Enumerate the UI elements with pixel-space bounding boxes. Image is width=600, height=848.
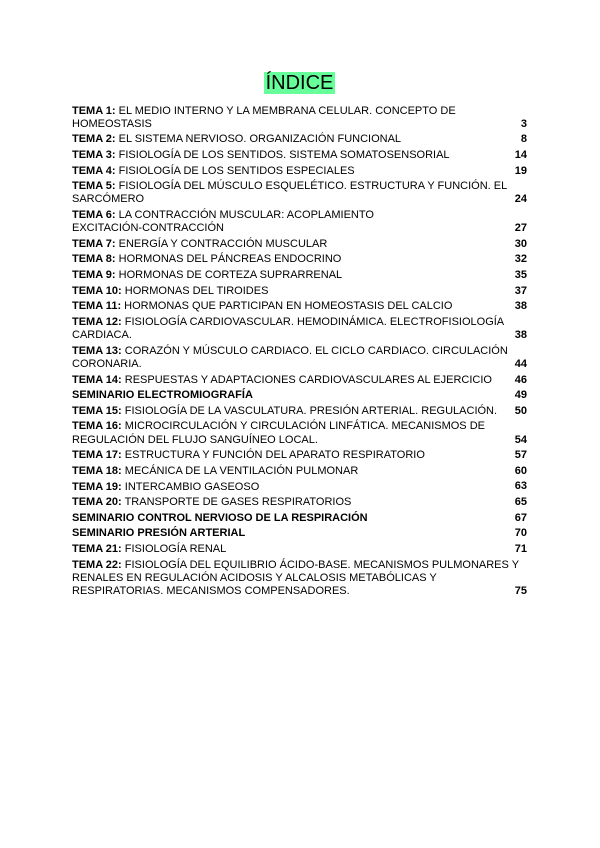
toc-entry-line [72,238,527,251]
toc-entry-label: TEMA 14: [72,373,122,386]
toc-entry-title: CORONARIA. [72,357,142,370]
toc-entry-line [72,105,527,118]
toc-entry-line [72,543,527,556]
toc-page-number: 49 [514,389,527,402]
toc-page-number: 71 [514,542,527,555]
toc-page-number: 37 [514,284,527,297]
toc-entry-line [72,165,527,178]
toc-entry-label: TEMA 22: [72,558,122,571]
toc-entry [72,316,527,342]
toc-entry-label: TEMA 12: [72,315,122,328]
toc-entry-line [72,316,527,329]
toc-entry-title: REGULACIÓN DEL FLUJO SANGUÍNEO LOCAL. [72,433,318,446]
toc-entry-label: SEMINARIO ELECTROMIOGRAFÍA [72,389,253,402]
toc-entry-title: LA CONTRACCIÓN MUSCULAR: ACOPLAMIENTO [118,209,374,221]
toc-entry-line [72,222,527,235]
toc-page-number: 60 [514,464,527,477]
toc-entry [72,374,527,387]
toc-page-number: 8 [520,133,527,146]
toc-entry-line [72,300,527,313]
toc-entry-title: FISIOLOGÍA DEL MÚSCULO ESQUELÉTICO. ESTRUCTURA Y FUNCIÓN. EL [118,180,508,193]
toc-entry-label: TEMA 16: [72,420,122,433]
toc-entry-line [72,253,527,266]
toc-entry-line [72,420,527,433]
toc-page-number: 38 [514,300,527,313]
toc-page-number: 30 [514,237,527,250]
toc-entry-title: INTERCAMBIO GASEOSO [124,480,260,493]
toc-entry-line [72,559,527,572]
toc-page-number: 19 [514,164,527,177]
title-block [72,71,527,95]
toc-entry-label: TEMA 6: [72,209,116,221]
toc-page-number: 24 [514,193,527,206]
toc-entry [72,559,527,599]
toc-entry-label: TEMA 4: [72,164,116,177]
toc-entry-line [72,527,527,540]
toc-page-number: 32 [514,253,527,266]
toc-entry-line [72,193,527,206]
toc-entry-title: TRANSPORTE DE GASES RESPIRATORIOS [124,496,352,509]
toc-entry-line [72,133,527,146]
toc-entry-title: CORAZÓN Y MÚSCULO CARDIACO. EL CICLO CARDIACO. CIRCULACIÓN [124,344,508,357]
toc-page-number: 54 [514,433,527,446]
toc-entry-label: TEMA 2: [72,133,116,146]
toc-entry-line [72,118,527,131]
toc-entry-label: TEMA 15: [72,404,122,417]
toc-page-number: 44 [514,357,527,370]
toc-entry-title: MICROCIRCULACIÓN Y CIRCULACIÓN LINFÁTICA. MECANISMOS DE [124,420,485,433]
toc-entry-label: TEMA 19: [72,480,122,493]
toc-entry-line [72,481,527,494]
toc-entry-line [72,358,527,371]
toc-entry-line [72,496,527,509]
toc-entry-title: HOMEOSTASIS [72,117,152,130]
toc-entry-label: TEMA 7: [72,237,116,250]
toc-page-number: 46 [514,373,527,386]
toc-entry-title: FISIOLOGÍA DE LOS SENTIDOS. SISTEMA SOMATOSENSORIAL [118,148,450,161]
toc-entry-title: FISIOLOGÍA DE LOS SENTIDOS ESPECIALES [118,164,355,177]
toc-entry-label: SEMINARIO CONTROL NERVIOSO DE LA RESPIRACIÓN [72,511,368,524]
toc-page-number: 35 [514,269,527,282]
toc-entry-title: CARDIACA. [72,329,132,342]
toc-entry [72,253,527,266]
toc-entry [72,543,527,556]
toc-entry-line [72,374,527,387]
toc-page-number: 50 [514,404,527,417]
toc-entry-title: RESPIRATORIAS. MECANISMOS COMPENSADORES. [72,585,350,597]
toc-entry-line [72,269,527,282]
toc-seminar-entry [72,512,527,525]
toc-entry [72,105,527,131]
toc-entry-title: FISIOLOGÍA CARDIOVASCULAR. HEMODINÁMICA. ELECTROFISIOLOGÍA [124,315,505,328]
toc-entry-title: HORMONAS DEL TIROIDES [124,284,269,297]
toc-page-number: 63 [514,480,527,493]
toc-entry [72,496,527,509]
toc-entry-label: TEMA 3: [72,148,116,161]
toc-entry [72,285,527,298]
toc-entry [72,345,527,371]
toc-entry [72,238,527,251]
toc-page-number: 14 [514,148,527,161]
toc-entry-label: TEMA 18: [72,464,122,477]
toc-entry-label: TEMA 11: [72,300,122,313]
toc-entry [72,465,527,478]
toc-entry-label: TEMA 13: [72,344,122,357]
toc-entry-title: ESTRUCTURA Y FUNCIÓN DEL APARATO RESPIRATORIO [124,449,425,462]
toc-page-number: 38 [514,329,527,342]
toc-entry [72,165,527,178]
toc-page-number: 67 [514,511,527,524]
toc-entry-line [72,585,527,598]
toc-entry-line [72,209,527,222]
toc-entry-title: HORMONAS DEL PÁNCREAS ENDOCRINO [118,253,342,266]
toc-entry-label: TEMA 21: [72,543,122,555]
toc-entry-line [72,512,527,525]
toc-list [72,105,527,601]
toc-seminar-entry [72,389,527,402]
toc-entry-label: TEMA 20: [72,496,122,509]
toc-entry-title: FISIOLOGÍA RENAL [124,543,227,555]
toc-entry-title: EXCITACIÓN-CONTRACCIÓN [72,222,224,235]
toc-entry-title: RESPUESTAS Y ADAPTACIONES CARDIOVASCULARES AL EJERCICIO [124,373,492,386]
toc-entry-line [72,180,527,193]
toc-entry-line [72,449,527,462]
toc-entry [72,269,527,282]
toc-page-number: 3 [520,117,527,130]
toc-entry-line [72,572,527,585]
toc-entry-line [72,285,527,298]
toc-entry-line [72,389,527,402]
toc-entry-title: SARCÓMERO [72,193,145,206]
toc-entry-title: HORMONAS DE CORTEZA SUPRARRENAL [118,269,343,282]
toc-entry-title: ENERGÍA Y CONTRACCIÓN MUSCULAR [118,237,328,250]
toc-entry-line [72,405,527,418]
toc-entry-line [72,345,527,358]
toc-page-number: 57 [514,449,527,462]
toc-entry [72,420,527,446]
toc-entry-line [72,329,527,342]
toc-entry [72,209,527,235]
toc-entry-line [72,149,527,162]
toc-entry [72,149,527,162]
toc-page-number: 27 [514,222,527,235]
toc-entry [72,449,527,462]
toc-entry [72,481,527,494]
toc-entry [72,133,527,146]
toc-entry [72,405,527,418]
toc-page-number: 70 [514,527,527,540]
toc-entry-label: TEMA 1: [72,104,116,117]
toc-entry-title: EL MEDIO INTERNO Y LA MEMBRANA CELULAR. CONCEPTO DE [118,104,456,117]
page-title: ÍNDICE [265,72,334,94]
toc-page-number: 75 [514,584,527,597]
toc-entry-label: TEMA 10: [72,284,122,297]
toc-entry [72,300,527,313]
toc-entry-title: RENALES EN REGULACIÓN ACIDOSIS Y ALCALOSIS METABÓLICAS Y [72,571,437,584]
toc-entry-title: FISIOLOGÍA DEL EQUILIBRIO ÁCIDO-BASE. MECANISMOS PULMONARES Y [124,558,520,571]
toc-entry-label: TEMA 17: [72,449,122,462]
toc-entry-label: TEMA 5: [72,180,116,193]
toc-page-number: 65 [514,496,527,509]
toc-entry-line [72,465,527,478]
toc-entry-title: MECÁNICA DE LA VENTILACIÓN PULMONAR [124,464,359,477]
toc-entry-label: TEMA 9: [72,269,116,282]
toc-seminar-entry [72,527,527,540]
toc-entry-title: HORMONAS QUE PARTICIPAN EN HOMEOSTASIS DEL CALCIO [124,300,453,313]
toc-entry-label: TEMA 8: [72,253,116,266]
toc-entry-label: SEMINARIO PRESIÓN ARTERIAL [72,527,246,540]
toc-entry-title: FISIOLOGÍA DE LA VASCULATURA. PRESIÓN ARTERIAL. REGULACIÓN. [124,404,498,417]
toc-entry [72,180,527,206]
toc-entry-title: EL SISTEMA NERVIOSO. ORGANIZACIÓN FUNCIONAL [118,133,402,146]
toc-entry-line [72,434,527,447]
